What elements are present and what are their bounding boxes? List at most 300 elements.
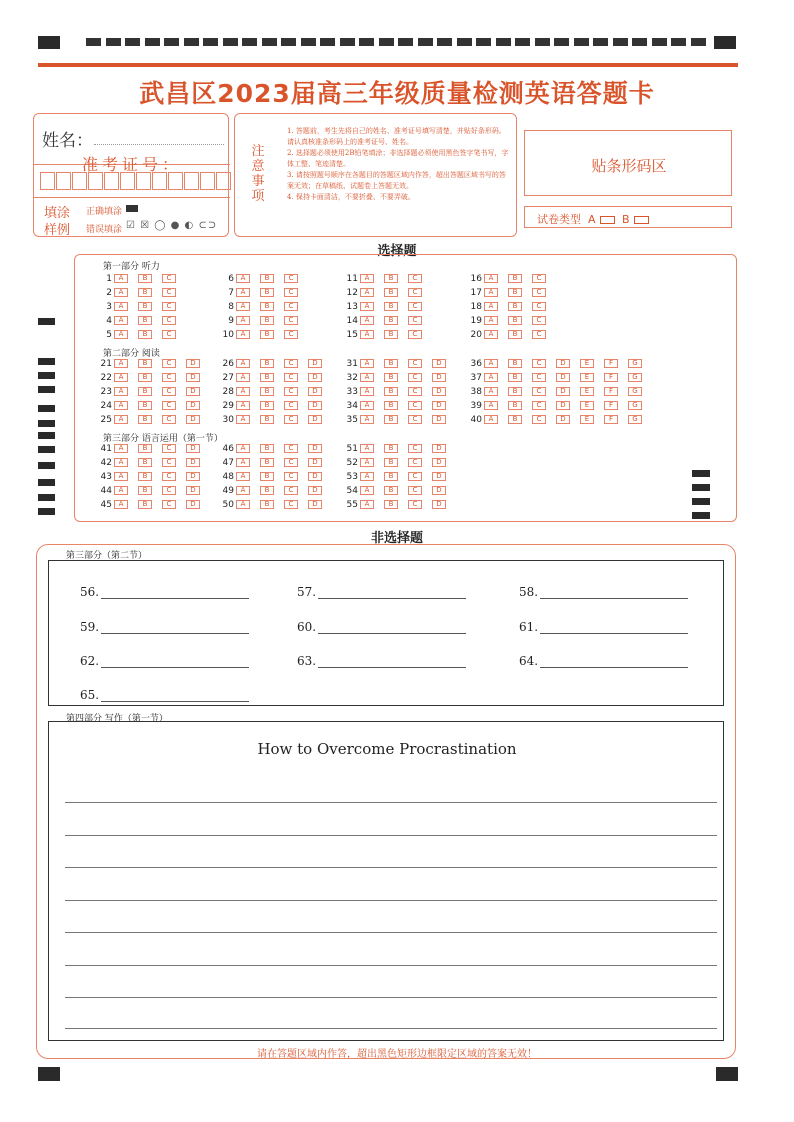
answer-bubble[interactable]: A (114, 472, 128, 481)
answer-bubble[interactable]: C (408, 302, 422, 311)
blank-answer[interactable] (80, 585, 249, 599)
answer-bubble[interactable]: A (114, 401, 128, 410)
paper-type-b-box[interactable] (634, 216, 649, 224)
answer-bubble[interactable]: B (260, 330, 274, 339)
answer-bubble[interactable]: B (138, 330, 152, 339)
answer-bubble[interactable]: B (138, 288, 152, 297)
answer-bubble[interactable]: D (432, 415, 446, 424)
answer-bubble[interactable]: B (260, 444, 274, 453)
answer-bubble[interactable]: C (162, 415, 176, 424)
answer-bubble[interactable]: A (114, 302, 128, 311)
answer-bubble[interactable]: C (162, 401, 176, 410)
answer-bubble[interactable]: C (162, 444, 176, 453)
answer-bubble[interactable]: B (138, 472, 152, 481)
answer-bubble[interactable]: A (360, 330, 374, 339)
answer-bubble[interactable]: A (360, 387, 374, 396)
question-number: 21 (100, 358, 112, 369)
answer-bubble[interactable]: C (162, 316, 176, 325)
answer-bubble[interactable]: C (162, 330, 176, 339)
question-row (218, 499, 332, 510)
writing-line[interactable] (65, 835, 717, 836)
answer-bubble[interactable]: B (260, 274, 274, 283)
answer-bubble[interactable]: C (532, 302, 546, 311)
timing-dash (652, 38, 667, 46)
question-row (96, 400, 210, 411)
answer-bubble[interactable]: B (508, 415, 522, 424)
writing-line[interactable] (65, 965, 717, 966)
answer-bubble[interactable]: A (360, 316, 374, 325)
answer-bubble[interactable]: F (604, 401, 618, 410)
answer-bubble[interactable]: A (484, 288, 498, 297)
blank-line[interactable] (101, 587, 249, 599)
answer-bubble[interactable]: B (260, 500, 274, 509)
answer-bubble[interactable]: C (408, 415, 422, 424)
answer-bubble[interactable]: B (384, 444, 398, 453)
answer-bubble[interactable]: D (432, 472, 446, 481)
answer-bubble[interactable]: B (260, 387, 274, 396)
question-row (96, 414, 210, 425)
answer-bubble[interactable]: C (408, 387, 422, 396)
blank-answer[interactable] (297, 585, 466, 599)
answer-bubble[interactable]: A (484, 316, 498, 325)
answer-bubble[interactable]: A (114, 444, 128, 453)
blank-number: 62. (80, 654, 100, 668)
answer-bubble[interactable]: B (384, 500, 398, 509)
answer-bubble[interactable]: D (186, 415, 200, 424)
question-number: 53 (346, 471, 358, 482)
answer-bubble[interactable]: C (532, 359, 546, 368)
paper-type-b: B (622, 213, 630, 226)
answer-bubble[interactable]: B (260, 458, 274, 467)
answer-bubble[interactable]: A (236, 387, 250, 396)
answer-bubble[interactable]: B (384, 316, 398, 325)
answer-bubble[interactable]: D (308, 486, 322, 495)
answer-bubble[interactable]: C (408, 401, 422, 410)
answer-bubble[interactable]: C (532, 330, 546, 339)
answer-bubble[interactable]: A (236, 316, 250, 325)
answer-bubble[interactable]: C (162, 458, 176, 467)
paper-type-a-box[interactable] (600, 216, 615, 224)
answer-bubble[interactable]: C (532, 415, 546, 424)
blank-answer[interactable] (297, 654, 466, 668)
blank-answer[interactable] (297, 620, 466, 634)
answer-bubble[interactable]: E (580, 373, 594, 382)
note-item: 4. 保持卡面清洁，不要折叠、不要弄破。 (287, 193, 415, 201)
part4-label: 第四部分 写作（第一节） (66, 714, 168, 724)
answer-bubble[interactable]: C (284, 401, 298, 410)
answer-bubble[interactable]: A (360, 288, 374, 297)
answer-bubble[interactable]: C (284, 472, 298, 481)
answer-bubble[interactable]: B (260, 316, 274, 325)
wrong-fill-label: 错误填涂 (86, 225, 123, 235)
blank-line[interactable] (540, 622, 688, 634)
answer-bubble[interactable]: D (432, 486, 446, 495)
answer-bubble[interactable]: B (384, 373, 398, 382)
question-number: 11 (346, 273, 358, 284)
answer-bubble[interactable]: A (114, 330, 128, 339)
answer-bubble[interactable]: C (408, 486, 422, 495)
blank-answer[interactable] (519, 654, 688, 668)
answer-bubble[interactable]: E (580, 359, 594, 368)
timing-dash (125, 38, 140, 46)
answer-bubble[interactable]: C (284, 486, 298, 495)
writing-box[interactable] (48, 721, 724, 1041)
answer-bubble[interactable]: B (260, 415, 274, 424)
answer-bubble[interactable]: F (604, 387, 618, 396)
answer-bubble[interactable]: C (408, 500, 422, 509)
question-row (466, 273, 556, 284)
answer-bubble[interactable]: A (236, 330, 250, 339)
answer-bubble[interactable]: F (604, 359, 618, 368)
answer-bubble[interactable]: B (138, 401, 152, 410)
answer-bubble[interactable]: B (260, 486, 274, 495)
writing-line[interactable] (65, 802, 717, 803)
answer-bubble[interactable]: A (360, 401, 374, 410)
answer-bubble[interactable]: C (408, 458, 422, 467)
answer-bubble[interactable]: B (260, 359, 274, 368)
answer-bubble[interactable]: C (532, 401, 546, 410)
blank-number: 63. (297, 654, 317, 668)
answer-bubble[interactable]: D (556, 387, 570, 396)
answer-bubble[interactable]: C (284, 444, 298, 453)
answer-bubble[interactable]: A (236, 472, 250, 481)
answer-bubble[interactable]: A (484, 302, 498, 311)
answer-bubble[interactable]: A (114, 500, 128, 509)
answer-bubble[interactable]: A (236, 500, 250, 509)
answer-bubble[interactable]: C (408, 316, 422, 325)
answer-bubble[interactable]: C (284, 288, 298, 297)
answer-bubble[interactable]: A (484, 387, 498, 396)
correct-fill-label: 正确填涂 (86, 207, 123, 217)
answer-bubble[interactable]: B (384, 359, 398, 368)
answer-bubble[interactable]: A (114, 486, 128, 495)
answer-bubble[interactable]: A (114, 458, 128, 467)
part2-label: 第二部分 阅读 (103, 349, 160, 359)
part1-label: 第一部分 听力 (103, 262, 160, 272)
answer-bubble[interactable]: A (360, 458, 374, 467)
answer-bubble[interactable]: D (186, 486, 200, 495)
answer-bubble[interactable]: C (162, 373, 176, 382)
answer-bubble[interactable]: B (384, 472, 398, 481)
answer-bubble[interactable]: C (284, 500, 298, 509)
timing-dash (515, 38, 530, 46)
answer-bubble[interactable]: A (114, 316, 128, 325)
writing-line[interactable] (65, 900, 717, 901)
answer-bubble[interactable]: C (284, 415, 298, 424)
answer-bubble[interactable]: B (508, 288, 522, 297)
answer-bubble[interactable]: C (162, 486, 176, 495)
answer-bubble[interactable]: C (162, 472, 176, 481)
timing-dash (203, 38, 218, 46)
writing-line[interactable] (65, 997, 717, 998)
answer-bubble[interactable]: D (432, 401, 446, 410)
answer-bubble[interactable]: D (308, 444, 322, 453)
answer-bubble[interactable]: D (432, 458, 446, 467)
answer-bubble[interactable]: D (432, 500, 446, 509)
answer-bubble[interactable]: A (114, 387, 128, 396)
writing-line[interactable] (65, 932, 717, 933)
timing-dash (242, 38, 257, 46)
blank-answer[interactable] (80, 620, 249, 634)
answer-bubble[interactable]: F (604, 373, 618, 382)
answer-bubble[interactable]: A (114, 359, 128, 368)
answer-bubble[interactable]: B (260, 472, 274, 481)
answer-bubble[interactable]: A (484, 401, 498, 410)
answer-bubble[interactable]: A (236, 373, 250, 382)
answer-bubble[interactable]: B (384, 486, 398, 495)
answer-bubble[interactable]: D (186, 458, 200, 467)
answer-bubble[interactable]: D (186, 359, 200, 368)
answer-bubble[interactable]: A (484, 373, 498, 382)
answer-bubble[interactable]: D (308, 387, 322, 396)
answer-bubble[interactable]: D (556, 401, 570, 410)
answer-bubble[interactable]: A (236, 274, 250, 283)
writing-line[interactable] (65, 867, 717, 868)
answer-bubble[interactable]: B (384, 274, 398, 283)
answer-bubble[interactable]: C (162, 288, 176, 297)
answer-bubble[interactable]: D (432, 359, 446, 368)
answer-bubble[interactable]: A (360, 359, 374, 368)
answer-bubble[interactable]: G (628, 415, 642, 424)
answer-bubble[interactable]: B (260, 302, 274, 311)
answer-bubble[interactable]: D (186, 387, 200, 396)
answer-bubble[interactable]: C (162, 387, 176, 396)
answer-bubble[interactable]: C (162, 302, 176, 311)
answer-bubble[interactable]: A (360, 472, 374, 481)
timing-mark (38, 432, 55, 439)
answer-bubble[interactable]: D (186, 500, 200, 509)
answer-bubble[interactable]: A (114, 415, 128, 424)
question-row (466, 358, 652, 369)
question-row (466, 386, 652, 397)
question-number: 15 (346, 329, 358, 340)
blank-line[interactable] (318, 587, 466, 599)
answer-bubble[interactable]: A (236, 458, 250, 467)
answer-bubble[interactable]: E (580, 415, 594, 424)
answer-bubble[interactable]: E (580, 387, 594, 396)
answer-bubble[interactable]: B (260, 288, 274, 297)
blank-answer[interactable] (519, 620, 688, 634)
answer-bubble[interactable]: C (162, 500, 176, 509)
answer-bubble[interactable]: B (508, 359, 522, 368)
answer-bubble[interactable]: A (360, 415, 374, 424)
question-row (218, 273, 308, 284)
fill-sample-label-1: 填涂 (44, 206, 71, 221)
answer-bubble[interactable]: D (186, 444, 200, 453)
answer-bubble[interactable]: A (484, 330, 498, 339)
question-row (466, 287, 556, 298)
answer-bubble[interactable]: C (532, 373, 546, 382)
question-row (466, 372, 652, 383)
answer-bubble[interactable]: C (284, 458, 298, 467)
answer-bubble[interactable]: E (580, 401, 594, 410)
answer-bubble[interactable]: C (284, 274, 298, 283)
question-row (466, 301, 556, 312)
question-number: 19 (470, 315, 482, 326)
blank-line[interactable] (540, 656, 688, 668)
answer-bubble[interactable]: A (236, 444, 250, 453)
answer-bubble[interactable]: D (432, 387, 446, 396)
answer-bubble[interactable]: C (408, 274, 422, 283)
answer-bubble[interactable]: B (508, 274, 522, 283)
question-number: 7 (228, 287, 234, 298)
answer-bubble[interactable]: D (308, 401, 322, 410)
blank-line[interactable] (101, 690, 249, 702)
answer-bubble[interactable]: A (360, 486, 374, 495)
answer-bubble[interactable]: C (408, 359, 422, 368)
fill-sample-label-2: 样例 (44, 223, 71, 238)
question-number: 10 (222, 329, 234, 340)
answer-bubble[interactable]: B (384, 288, 398, 297)
answer-bubble[interactable]: D (556, 373, 570, 382)
wrong-fill-samples: ☑ ☒ ◯ ● ◐ ⊂⊃ (126, 220, 218, 231)
answer-bubble[interactable]: C (284, 387, 298, 396)
answer-bubble[interactable]: A (236, 486, 250, 495)
blank-line[interactable] (318, 622, 466, 634)
answer-bubble[interactable]: C (532, 316, 546, 325)
answer-bubble[interactable]: A (114, 274, 128, 283)
answer-bubble[interactable]: D (308, 472, 322, 481)
answer-bubble[interactable]: B (508, 373, 522, 382)
answer-bubble[interactable]: C (532, 387, 546, 396)
writing-line[interactable] (65, 1028, 717, 1029)
answer-bubble[interactable]: C (408, 472, 422, 481)
paper-type-box (524, 206, 732, 228)
blank-line[interactable] (101, 656, 249, 668)
timing-mark (38, 494, 55, 501)
answer-bubble[interactable]: B (384, 330, 398, 339)
blank-answer[interactable] (519, 585, 688, 599)
answer-bubble[interactable]: A (236, 288, 250, 297)
paper-type-a: A (588, 213, 596, 226)
answer-bubble[interactable]: C (284, 316, 298, 325)
question-number: 46 (222, 443, 234, 454)
question-row (466, 400, 652, 411)
timing-dash (223, 38, 238, 46)
answer-bubble[interactable]: B (138, 500, 152, 509)
answer-bubble[interactable]: C (162, 359, 176, 368)
answer-bubble[interactable]: B (138, 316, 152, 325)
answer-bubble[interactable]: D (186, 472, 200, 481)
answer-bubble[interactable]: A (236, 302, 250, 311)
answer-bubble[interactable]: B (384, 387, 398, 396)
answer-bubble[interactable]: B (508, 316, 522, 325)
blank-line[interactable] (318, 656, 466, 668)
answer-bubble[interactable]: A (484, 359, 498, 368)
answer-bubble[interactable]: B (508, 302, 522, 311)
answer-bubble[interactable]: B (508, 330, 522, 339)
answer-bubble[interactable]: D (308, 415, 322, 424)
answer-bubble[interactable]: D (556, 359, 570, 368)
question-number: 40 (470, 414, 482, 425)
blank-line[interactable] (540, 587, 688, 599)
timing-mark (692, 498, 710, 505)
answer-bubble[interactable]: C (284, 330, 298, 339)
answer-bubble[interactable]: A (360, 274, 374, 283)
answer-bubble[interactable]: D (308, 359, 322, 368)
answer-bubble[interactable]: D (186, 401, 200, 410)
answer-bubble[interactable]: D (308, 500, 322, 509)
answer-bubble[interactable]: C (532, 288, 546, 297)
answer-bubble[interactable]: C (284, 373, 298, 382)
answer-bubble[interactable]: B (384, 401, 398, 410)
exam-id-boxes[interactable] (40, 172, 232, 190)
answer-bubble[interactable]: A (484, 415, 498, 424)
answer-bubble[interactable]: A (360, 500, 374, 509)
answer-bubble[interactable]: C (408, 288, 422, 297)
answer-bubble[interactable]: D (308, 373, 322, 382)
timing-mark (692, 512, 710, 519)
answer-bubble[interactable]: A (236, 359, 250, 368)
answer-bubble[interactable]: G (628, 373, 642, 382)
answer-bubble[interactable]: D (432, 444, 446, 453)
answer-bubble[interactable]: D (432, 373, 446, 382)
answer-bubble[interactable]: G (628, 401, 642, 410)
answer-bubble[interactable]: C (532, 274, 546, 283)
answer-bubble[interactable]: A (114, 373, 128, 382)
answer-bubble[interactable]: B (138, 302, 152, 311)
answer-bubble[interactable]: B (138, 387, 152, 396)
answer-bubble[interactable]: B (138, 274, 152, 283)
answer-bubble[interactable]: B (384, 415, 398, 424)
question-number: 35 (346, 414, 358, 425)
answer-bubble[interactable]: B (384, 302, 398, 311)
answer-bubble[interactable]: A (360, 373, 374, 382)
answer-bubble[interactable]: B (508, 387, 522, 396)
answer-bubble[interactable]: A (360, 302, 374, 311)
timing-dash (184, 38, 199, 46)
blank-number: 58. (519, 585, 539, 599)
answer-bubble[interactable]: B (138, 415, 152, 424)
answer-bubble[interactable]: D (186, 373, 200, 382)
answer-bubble[interactable]: G (628, 387, 642, 396)
answer-bubble[interactable]: C (284, 359, 298, 368)
answer-bubble[interactable]: A (236, 415, 250, 424)
blank-line[interactable] (101, 622, 249, 634)
answer-bubble[interactable]: A (360, 444, 374, 453)
answer-bubble[interactable]: D (556, 415, 570, 424)
answer-bubble[interactable]: B (260, 401, 274, 410)
answer-bubble[interactable]: A (114, 288, 128, 297)
answer-bubble[interactable]: B (260, 373, 274, 382)
name-field[interactable] (94, 144, 224, 145)
blank-answer[interactable] (80, 654, 249, 668)
question-row (218, 471, 332, 482)
answer-bubble[interactable]: F (604, 415, 618, 424)
answer-bubble[interactable]: B (384, 458, 398, 467)
answer-bubble[interactable]: B (508, 401, 522, 410)
answer-bubble[interactable]: B (138, 458, 152, 467)
blank-number: 61. (519, 620, 539, 634)
answer-bubble[interactable]: D (308, 458, 322, 467)
answer-bubble[interactable]: C (408, 330, 422, 339)
question-number: 14 (346, 315, 358, 326)
answer-bubble[interactable]: A (484, 274, 498, 283)
answer-bubble[interactable]: B (138, 444, 152, 453)
answer-bubble[interactable]: C (408, 373, 422, 382)
answer-bubble[interactable]: B (138, 359, 152, 368)
answer-bubble[interactable]: G (628, 359, 642, 368)
question-number: 6 (228, 273, 234, 284)
answer-bubble[interactable]: C (162, 274, 176, 283)
blank-answer[interactable] (80, 688, 249, 702)
answer-bubble[interactable]: C (284, 302, 298, 311)
answer-bubble[interactable]: B (138, 373, 152, 382)
answer-bubble[interactable]: C (408, 444, 422, 453)
answer-bubble[interactable]: B (138, 486, 152, 495)
question-row (218, 400, 332, 411)
answer-bubble[interactable]: A (236, 401, 250, 410)
